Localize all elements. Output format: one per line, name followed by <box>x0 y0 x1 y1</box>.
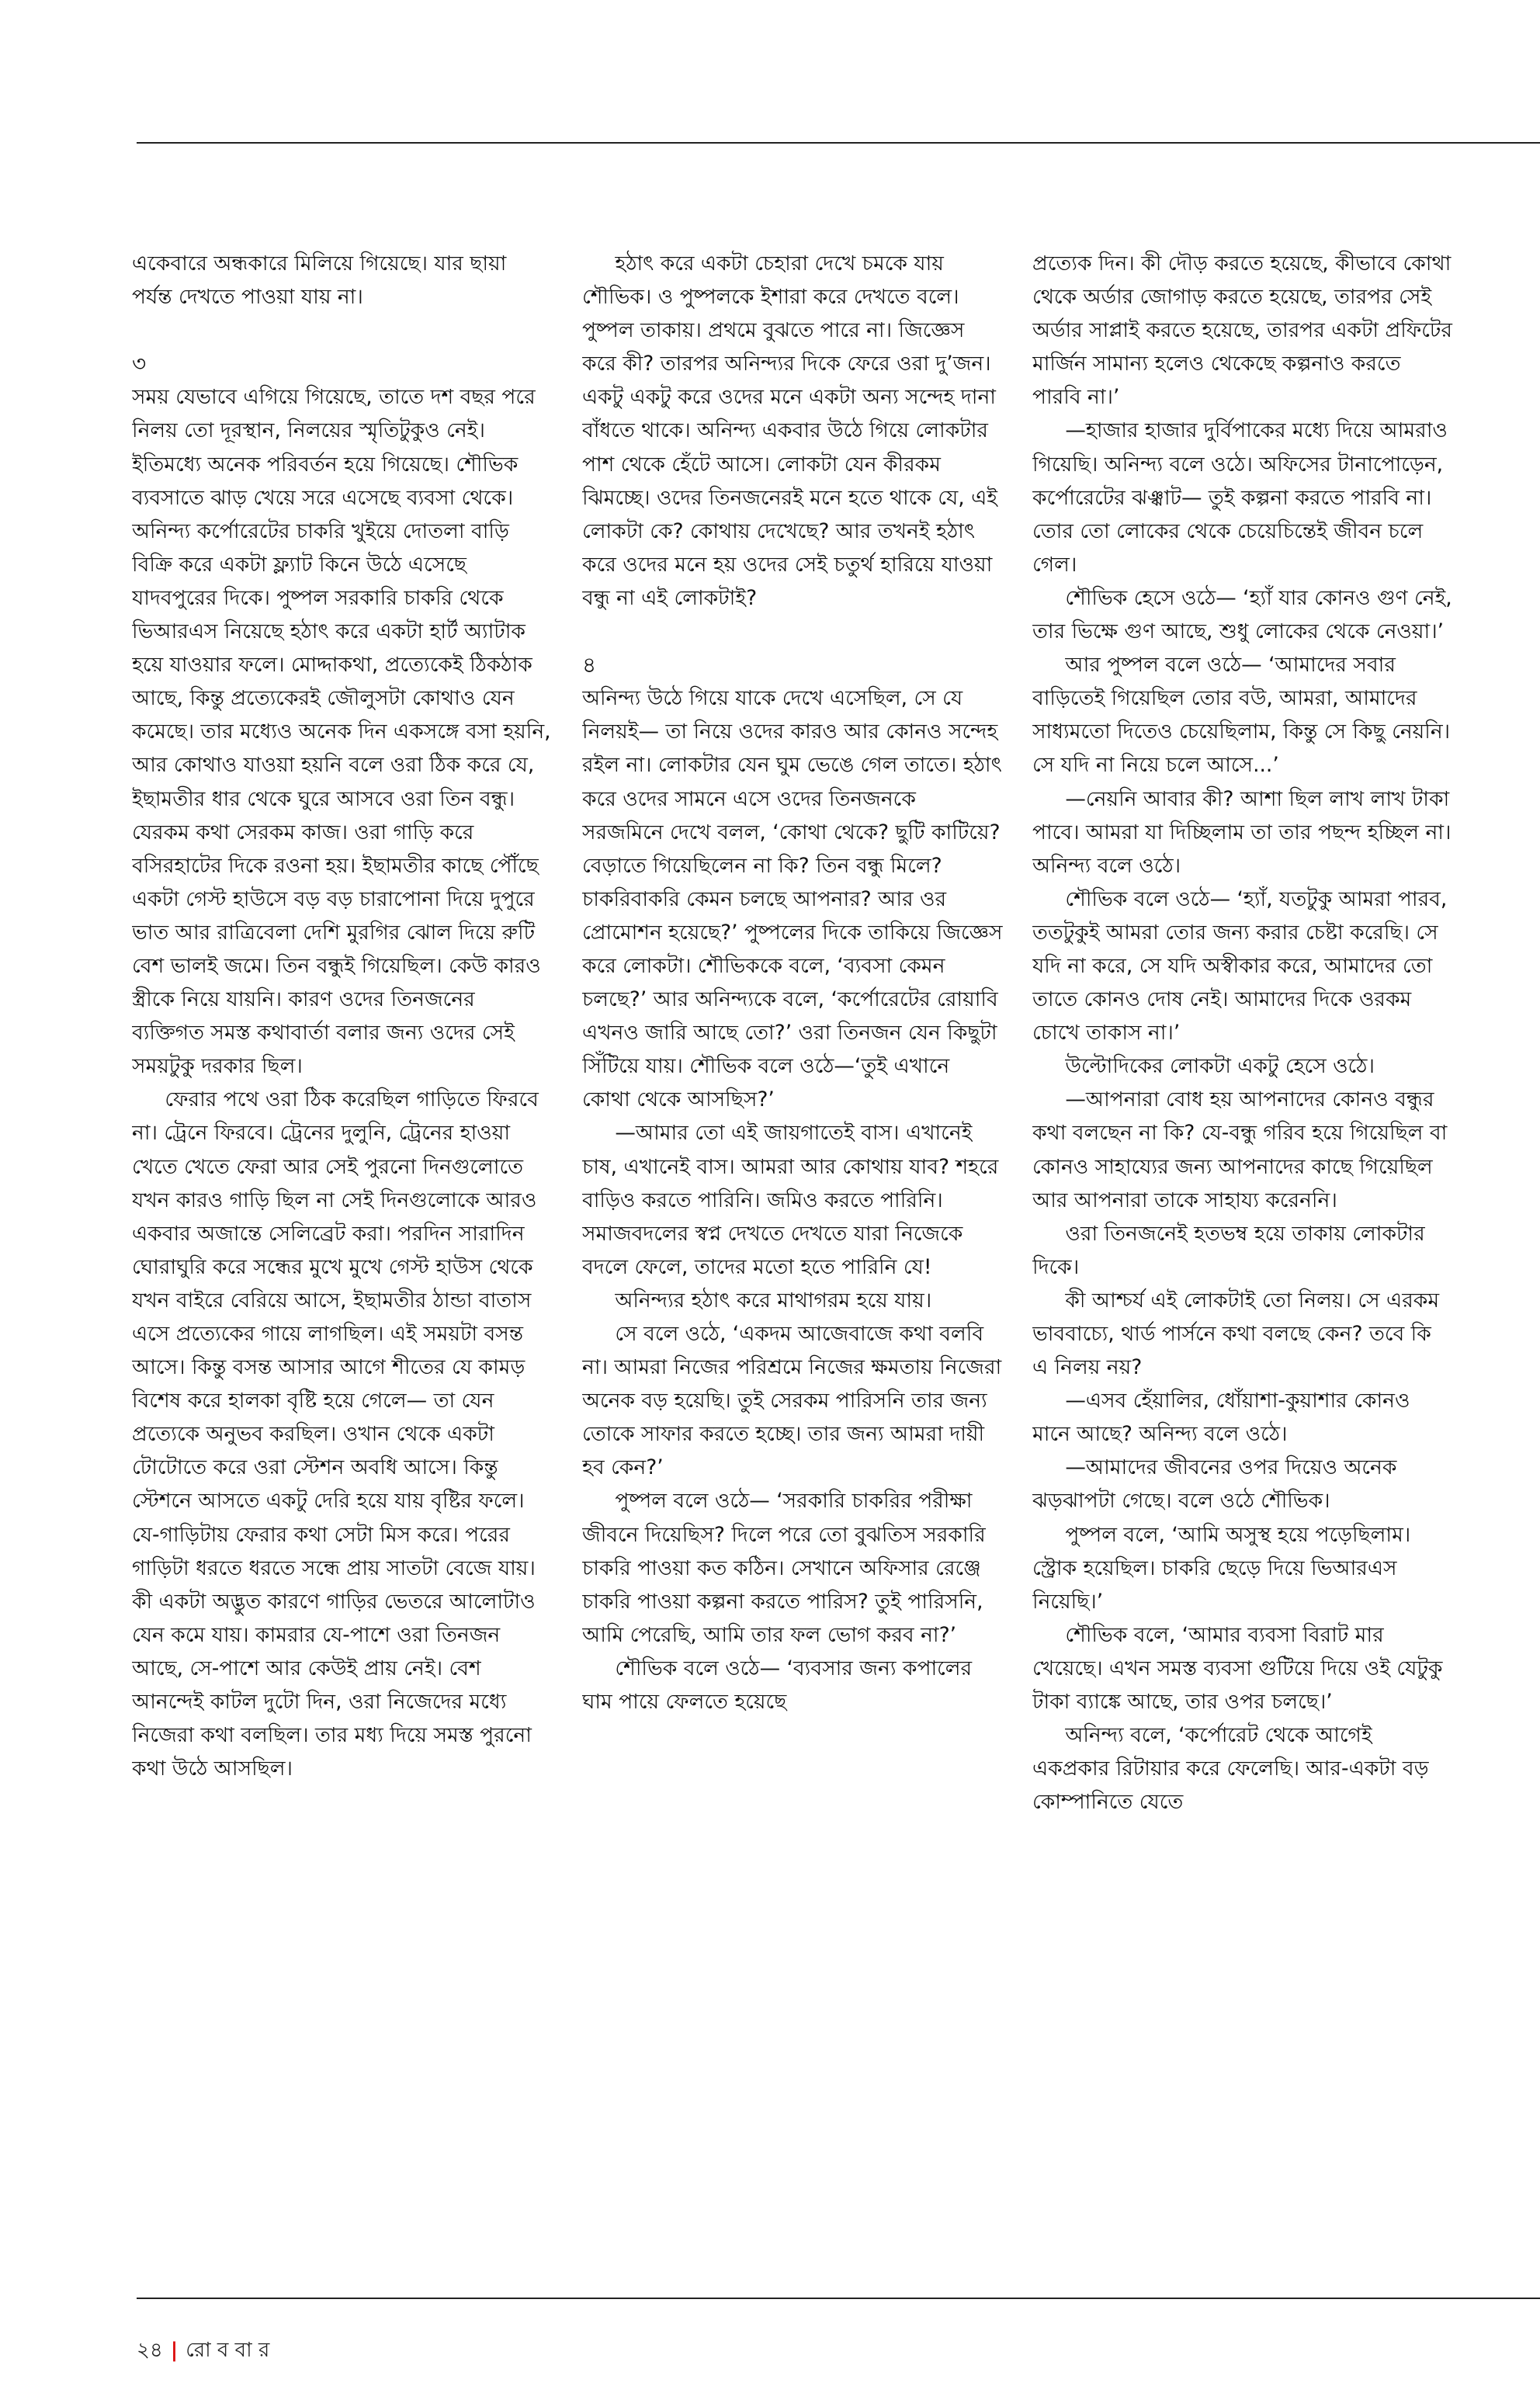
column-3 <box>1032 247 1453 2280</box>
footer-separator: | <box>170 2339 179 2362</box>
paragraph: —হাজার হাজার দুর্বিপাকের মধ্যে দিয়ে আমরাও গিয়েছি। অনিন্দ্য বলে ওঠে। অফিসের টানাপোড়েন, কর্পোরেটের ঝঞ্ঝাট— তুই কল্পনা করতে পারবি না। তোর তো লোকের থেকে চেয়েচিন্তেই জীবন চলে গেল। <box>1032 418 1448 577</box>
paragraph: কী আশ্চর্য এই লোকটাই তো নিলয়। সে এরকম ভাববাচ্যে, থার্ড পার্সনে কথা বলছে কেন? তবে কি এ নিলয় নয়? <box>1032 1288 1440 1380</box>
paragraph: একেবারে অন্ধকারে মিলিয়ে গিয়েছে। যার ছায়া পর্যন্ত দেখতে পাওয়া যায় না। <box>132 251 507 310</box>
paragraph: সে বলে ওঠে, ‘একদম আজেবাজে কথা বলবি না। আমরা নিজের পরিশ্রমে নিজের ক্ষমতায় নিজেরা অনেক বড় হয়েছি। তুই সেরকম পারিসনি তার জন্য তোকে সাফার করতে হচ্ছে। তার জন্য আমরা দায়ী হব কেন?’ <box>582 1322 1002 1480</box>
paragraph: —এসব হেঁয়ালির, ধোঁয়াশা-কুয়াশার কোনও মানে আছে? অনিন্দ্য বলে ওঠে। <box>1032 1389 1410 1447</box>
paragraph: হঠাৎ করে একটা চেহারা দেখে চমকে যায় শৌভিক। ও পুষ্পলকে ইশারা করে দেখতে বলে। পুষ্পল তাকায়। প্রথমে বুঝতে পারে না। জিজ্ঞেস করে কী? তারপর অনিন্দ্যর দিকে ফেরে ওরা দু’জন। একটু একটু করে ওদের মনে একটা অন্য সন্দেহ দানা বাঁধতে থাকে। অনিন্দ্য একবার উঠে গিয়ে লোকটার পাশ থেকে হেঁটে আসে। লোকটা যেন কীরকম ঝিমচ্ছে। ওদের তিনজনেরই মনে হতে থাকে যে, এই লোকটা কে? কোথায় দেখেছে? আর তখনই হঠাৎ করে ওদের মনে হয় ওদের সেই চতুর্থ হারিয়ে যাওয়া বন্ধু না এই লোকটাই? <box>582 251 998 610</box>
paragraph: অনিন্দ্যর হঠাৎ করে মাথাগরম হয়ে যায়। <box>615 1288 932 1313</box>
paragraph: শৌভিক বলে ওঠে— ‘হ্যাঁ, যতটুকু আমরা পারব, ততটুকুই আমরা তোর জন্য করার চেষ্টা করেছি। সে যদি না করে, সে যদি অস্বীকার করে, আমাদের তো তাতে কোনও দোষ নেই। আমাদের দিকে ওরকম চোখে তাকাস না।’ <box>1032 886 1448 1046</box>
footer-rule <box>137 2298 1540 2299</box>
paragraph: পুষ্পল বলে ওঠে— ‘সরকারি চাকরির পরীক্ষা জীবনে দিয়েছিস? দিলে পরে তো বুঝতিস সরকারি চাকরি পাওয়া কত কঠিন। সেখানে অফিসার রেঞ্জে চাকরি পাওয়া কল্পনা করতে পারিস? তুই পারিসনি, আমি পেরেছি, আমি তার ফল ভোগ করব না?’ <box>582 1489 986 1647</box>
paragraph: —আপনারা বোধ হয় আপনাদের কোনও বন্ধুর কথা বলছেন না কি? যে-বন্ধু গরিব হয়ে গিয়েছিল বা কোনও সাহায্যের জন্য আপনাদের কাছে গিয়েছিল আর আপনারা তাকে সাহায্য করেননি। <box>1032 1087 1448 1212</box>
magazine-name: রো ব বা র <box>186 2339 270 2362</box>
section-break <box>132 314 553 347</box>
paragraph: অনিন্দ্য বলে, ‘কর্পোরেট থেকে আগেই একপ্রকার রিটায়ার করে ফেলেছি। আর-একটা বড় কোম্পানিতে যেতে <box>1032 1723 1429 1815</box>
paragraph: উল্টোদিকের লোকটা একটু হেসে ওঠে। <box>1065 1054 1375 1079</box>
page-footer <box>137 2336 269 2364</box>
header-rule <box>137 142 1540 144</box>
paragraph: —নেয়নি আবার কী? আশা ছিল লাখ লাখ টাকা পাবে। আমরা যা দিচ্ছিলাম তা তার পছন্দ হচ্ছিল না। অনিন্দ্য বলে ওঠে। <box>1032 786 1452 878</box>
paragraph: অনিন্দ্য উঠে গিয়ে যাকে দেখে এসেছিল, সে যে নিলয়ই— তা নিয়ে ওদের কারও আর কোনও সন্দেহ রইল না। লোকটার যেন ঘুম ভেঙে গেল তাতে। হঠাৎ করে ওদের সামনে এসে ওদের তিনজনকে সরজমিনে দেখে বলল, ‘কোথা থেকে? ছুটি কাটিয়ে? বেড়াতে গিয়েছিলেন না কি? তিন বন্ধু মিলে? চাকরিবাকরি কেমন চলছে আপনার? আর ওর প্রোমোশন হয়েছে?’ পুষ্পলের দিকে তাকিয়ে জিজ্ঞেস করে লোকটা। শৌভিককে বলে, ‘ব্যবসা কেমন চলছে?’ আর অনিন্দ্যকে বলে, ‘কর্পোরেটের রোয়াবি এখনও জারি আছে তো?’ ওরা তিনজন যেন কিছুটা সিঁটিয়ে যায়। শৌভিক বলে ওঠে—‘তুই এখানে কোথা থেকে আসছিস?’ <box>582 686 1003 1112</box>
paragraph: শৌভিক বলে ওঠে— ‘ব্যবসার জন্য কপালের ঘাম পায়ে ফেলতে হয়েছে <box>582 1656 973 1715</box>
paragraph: পুষ্পল বলে, ‘আমি অসুস্থ হয়ে পড়েছিলাম। স্ট্রোক হয়েছিল। চাকরি ছেড়ে দিয়ে ভিআরএস নিয়েছি।’ <box>1032 1522 1411 1614</box>
column-2 <box>582 247 1003 2280</box>
paragraph: প্রত্যেক দিন। কী দৌড় করতে হয়েছে, কীভাবে কোথা থেকে অর্ডার জোগাড় করতে হয়েছে, তারপর সেই অর্ডার সাপ্লাই করতে হয়েছে, তারপর একটা প্রফিটের মার্জিন সামান্য হলেও থেকেছে কল্পনাও করতে পারবি না।’ <box>1032 251 1452 410</box>
paragraph: —আমার তো এই জায়গাতেই বাস। এখানেই চাষ, এখানেই বাস। আমরা আর কোথায় যাব? শহরে বাড়িও করতে পারিনি। জমিও করতে পারিনি। সমাজবদলের স্বপ্ন দেখতে দেখতে যারা নিজেকে বদলে ফেলে, তাদের মতো হতে পারিনি যে! <box>582 1121 999 1279</box>
section-number: ৪ <box>582 652 597 678</box>
section-break <box>582 615 1003 648</box>
paragraph: শৌভিক হেসে ওঠে— ‘হ্যাঁ যার কোনও গুণ নেই, তার ভিক্ষে গুণ আছে, শুধু লোকের থেকে নেওয়া।’ <box>1032 585 1452 644</box>
article-columns <box>132 247 1524 2280</box>
paragraph: ফেরার পথে ওরা ঠিক করেছিল গাড়িতে ফিরবে না। ট্রেনে ফিরবে। ট্রেনের দুলুনি, ট্রেনের হাওয়া খেতে খেতে ফেরা আর সেই পুরনো দিনগুলোতে যখন কারও গাড়ি ছিল না সেই দিনগুলোকে আরও একবার অজান্তে সেলিব্রেট করা। পরদিন সারাদিন ঘোরাঘুরি করে সন্ধের মুখে মুখে গেস্ট হাউস থেকে যখন বাইরে বেরিয়ে আসে, ইছামতীর ঠান্ডা বাতাস এসে প্রত্যেকের গায়ে লাগছিল। এই সময়টা বসন্ত আসে। কিন্তু বসন্ত আসার আগে শীতের যে কামড় বিশেষ করে হালকা বৃষ্টি হয়ে গেলে— তা যেন প্রত্যেকে অনুভব করছিল। ওখান থেকে একটা টোটোতে করে ওরা স্টেশন অবধি আসে। কিন্তু স্টেশনে আসতে একটু দেরি হয়ে যায় বৃষ্টির ফলে। যে-গাড়িটায় ফেরার কথা সেটা মিস করে। পরের গাড়িটা ধরতে ধরতে সন্ধে প্রায় সাতটা বেজে যায়। কী একটা অদ্ভুত কারণে গাড়ির ভেতরে আলোটাও যেন কমে যায়। কামরার যে-পাশে ওরা তিনজন আছে, সে-পাশে আর কেউই প্রায় নেই। বেশ আনন্দেই কাটল দুটো দিন, ওরা নিজেদের মধ্যে নিজেরা কথা বলছিল। তার মধ্য দিয়ে সমস্ত পুরনো কথা উঠে আসছিল। <box>132 1087 539 1781</box>
column-1 <box>132 247 553 2280</box>
section-number: ৩ <box>132 351 147 377</box>
paragraph: ওরা তিনজনেই হতভম্ব হয়ে তাকায় লোকটার দিকে। <box>1032 1221 1425 1279</box>
paragraph: আর পুষ্পল বলে ওঠে— ‘আমাদের সবার বাড়িতেই গিয়েছিল তোর বউ, আমরা, আমাদের সাধ্যমতো দিতেও চেয়েছিলাম, কিন্তু সে কিছু নেয়নি। সে যদি না নিয়ে চলে আসে...’ <box>1032 653 1451 778</box>
paragraph: সময় যেভাবে এগিয়ে গিয়েছে, তাতে দশ বছর পরে নিলয় তো দূরস্থান, নিলয়ের স্মৃতিটুকুও নেই। ইতিমধ্যে অনেক পরিবর্তন হয়ে গিয়েছে। শৌভিক ব্যবসাতে ঝাড় খেয়ে সরে এসেছে ব্যবসা থেকে। অনিন্দ্য কর্পোরেটের চাকরি খুইয়ে দোতলা বাড়ি বিক্রি করে একটা ফ্ল্যাট কিনে উঠে এসেছে যাদবপুরের দিকে। পুষ্পল সরকারি চাকরি থেকে ভিআরএস নিয়েছে হঠাৎ করে একটা হার্ট অ্যাটাক হয়ে যাওয়ার ফলে। মোদ্দাকথা, প্রত্যেকেই ঠিকঠাক আছে, কিন্তু প্রত্যেকেরই জৌলুসটা কোথাও যেন কমেছে। তার মধ্যেও অনেক দিন একসঙ্গে বসা হয়নি, আর কোথাও যাওয়া হয়নি বলে ওরা ঠিক করে যে, ইছামতীর ধার থেকে ঘুরে আসবে ওরা তিন বন্ধু। যেরকম কথা সেরকম কাজ। ওরা গাড়ি করে বসিরহাটের দিকে রওনা হয়। ইছামতীর কাছে পৌঁছে একটা গেস্ট হাউসে বড় বড় চারাপোনা দিয়ে দুপুরে ভাত আর রাত্রিবেলা দেশি মুরগির ঝোল দিয়ে রুটি বেশ ভালই জমে। তিন বন্ধুই গিয়েছিল। কেউ কারও স্ত্রীকে নিয়ে যায়নি। কারণ ওদের তিনজনের ব্যক্তিগত সমস্ত কথাবার্তা বলার জন্য ওদের সেই সময়টুকু দরকার ছিল। <box>132 385 551 1079</box>
paragraph: শৌভিক বলে, ‘আমার ব্যবসা বিরাট মার খেয়েছে। এখন সমস্ত ব্যবসা গুটিয়ে দিয়ে ওই যেটুকু টাকা ব্যাঙ্কে আছে, তার ওপর চলছে।’ <box>1032 1622 1443 1715</box>
paragraph: —আমাদের জীবনের ওপর দিয়েও অনেক ঝড়ঝাপটা গেছে। বলে ওঠে শৌভিক। <box>1032 1455 1397 1514</box>
page-number: ২৪ <box>137 2339 163 2362</box>
